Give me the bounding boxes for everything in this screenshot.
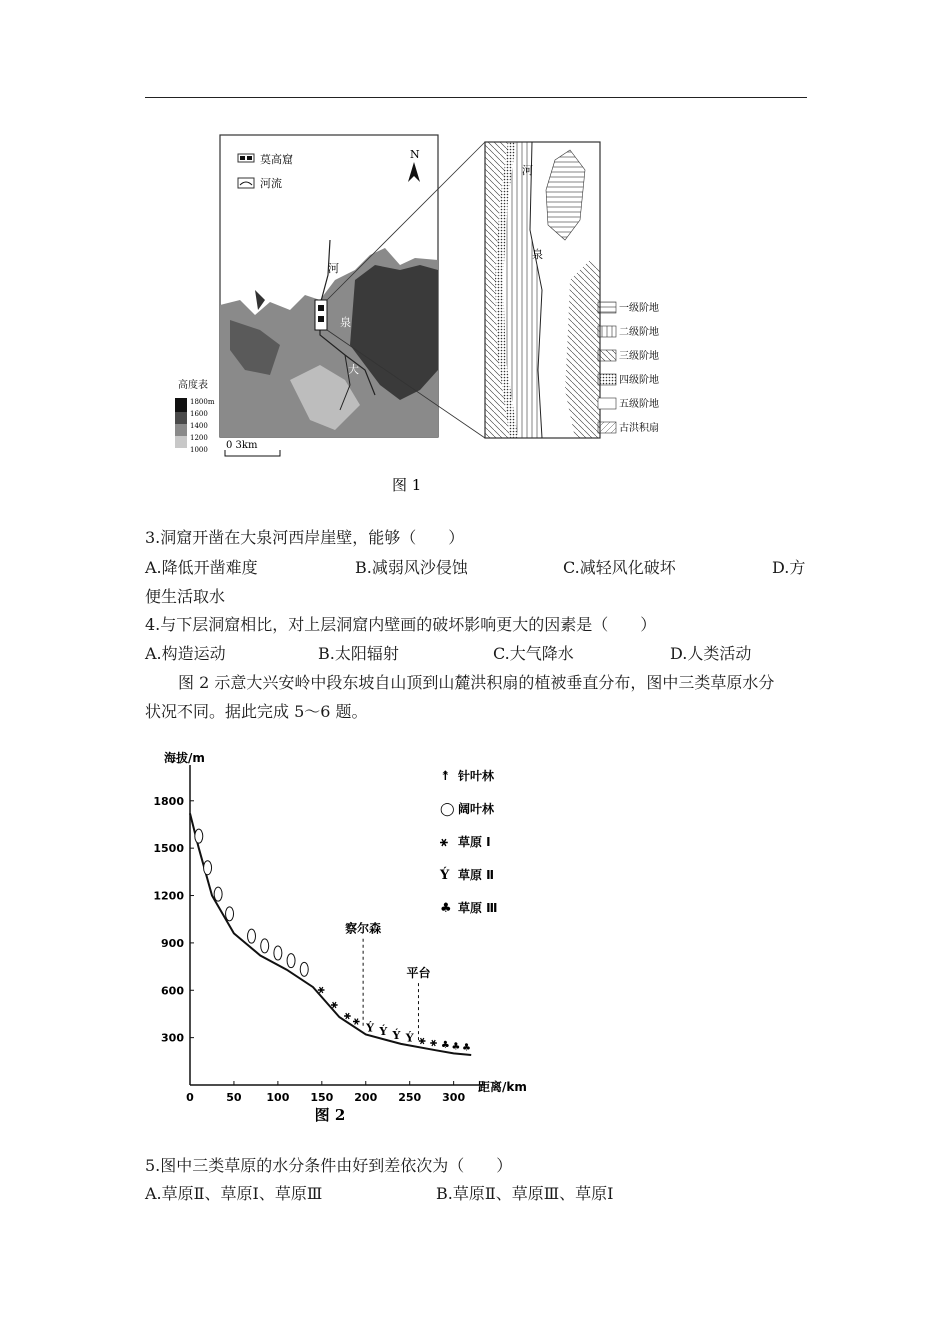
grassland-i-symbol: ⚹ xyxy=(418,1033,426,1047)
inset-label-he: 河 xyxy=(522,164,533,177)
legend-symbol-icon: Ý xyxy=(440,868,450,883)
y-tick-label: 600 xyxy=(161,984,184,998)
elev-tick: 1400 xyxy=(190,422,208,430)
elev-tick: 1800m xyxy=(190,398,215,406)
broadleaf-forest-symbol xyxy=(300,962,308,976)
q5-option-a[interactable]: A.草原Ⅱ、草原Ⅰ、草原Ⅲ xyxy=(145,1184,323,1203)
north-label: N xyxy=(410,148,420,161)
legend-entry: 针叶林 xyxy=(458,769,495,783)
terrace-legend-1: 一级阶地 xyxy=(619,303,659,314)
broadleaf-forest-symbol xyxy=(204,861,212,875)
q3-option-d[interactable]: D.方 xyxy=(772,558,806,577)
q5-option-b[interactable]: B.草原Ⅱ、草原Ⅲ、草原Ⅰ xyxy=(436,1184,614,1203)
legend-river-label: 河流 xyxy=(260,177,282,190)
broadleaf-forest-symbol xyxy=(248,929,256,943)
legend-entry: 草原 Ⅱ xyxy=(458,868,495,882)
y-axis-label: 海拔/m xyxy=(164,751,205,765)
x-tick-label: 50 xyxy=(226,1091,242,1104)
x-tick-label: 200 xyxy=(354,1091,378,1104)
grassland-i-symbol: ⚹ xyxy=(331,998,338,1012)
broadleaf-forest-symbol xyxy=(214,887,222,901)
q4-option-a[interactable]: A.构造运动 xyxy=(145,644,226,663)
terrace-legend-3: 三级阶地 xyxy=(619,351,659,362)
x-tick-label: 300 xyxy=(442,1091,466,1104)
x-tick-label: 250 xyxy=(398,1091,422,1104)
q4-option-c[interactable]: C.大气降水 xyxy=(493,644,574,663)
legend-symbol-icon: ◯ xyxy=(440,802,455,817)
scale-label: 0 3km xyxy=(226,440,258,451)
grassland-ii-symbol: Ý xyxy=(405,1031,414,1045)
legend-entry: 草原 Ⅲ xyxy=(458,901,498,915)
broadleaf-forest-symbol xyxy=(287,954,295,968)
annotation-label: 察尔森 xyxy=(345,921,382,936)
figure-2-caption: 图 2 xyxy=(314,1106,346,1124)
q5-stem: 5.图中三类草原的水分条件由好到差依次为（ ） xyxy=(145,1156,513,1175)
q3-option-c[interactable]: C.减轻风化破坏 xyxy=(563,558,676,577)
grassland-iii-symbol: ♣ xyxy=(451,1041,461,1053)
grassland-i-symbol: ⚹ xyxy=(430,1035,437,1049)
x-axis-label: 距离/km xyxy=(478,1080,527,1094)
x-tick-label: 0 xyxy=(186,1091,194,1104)
q3-option-d-cont: 便生活取水 xyxy=(145,587,226,606)
map-label-da: 大 xyxy=(348,363,359,376)
legend-entry: 草原 Ⅰ xyxy=(458,835,491,849)
terrace-legend-4: 四级阶地 xyxy=(619,375,659,386)
q4-stem: 4.与下层洞窟相比，对上层洞窟内壁画的破坏影响更大的因素是（ ） xyxy=(145,615,657,634)
grassland-ii-symbol: Ý xyxy=(366,1021,375,1035)
broadleaf-forest-symbol xyxy=(226,907,234,921)
legend-symbol-icon: ↟ xyxy=(440,769,451,784)
header-rule xyxy=(145,97,807,98)
terrain-profile-line xyxy=(190,813,471,1055)
grassland-ii-symbol: Ý xyxy=(392,1028,401,1042)
intro-line-2: 状况不同。据此完成 5～6 题。 xyxy=(145,702,368,721)
y-tick-label: 1500 xyxy=(153,842,184,856)
terrace-legend-2: 二级阶地 xyxy=(619,327,659,338)
legend-symbol-icon: ⚹ xyxy=(440,835,448,850)
broadleaf-forest-symbol xyxy=(274,946,282,960)
q3-stem: 3.洞窟开凿在大泉河西岸崖壁，能够（ ） xyxy=(145,528,465,547)
terrace-legend-6: 古洪积扇 xyxy=(619,423,659,434)
legend-entry: 阔叶林 xyxy=(458,802,495,816)
y-tick-label: 900 xyxy=(161,936,184,950)
x-tick-label: 150 xyxy=(310,1091,334,1104)
grassland-iii-symbol: ♣ xyxy=(440,1039,450,1051)
grassland-ii-symbol: Ý xyxy=(379,1025,388,1039)
figure-1-caption: 图 1 xyxy=(392,476,422,494)
q4-option-b[interactable]: B.太阳辐射 xyxy=(318,644,399,663)
grassland-i-symbol: ⚹ xyxy=(344,1008,351,1022)
elev-tick: 1000 xyxy=(190,446,208,454)
elev-tick: 1600 xyxy=(190,410,208,418)
broadleaf-forest-symbol xyxy=(195,829,203,843)
x-tick-label: 100 xyxy=(266,1091,290,1104)
y-tick-label: 300 xyxy=(161,1031,184,1045)
y-tick-label: 1200 xyxy=(153,889,184,903)
legend-symbol-icon: ♣ xyxy=(440,901,452,916)
y-tick-label: 1800 xyxy=(153,794,184,808)
q4-option-d[interactable]: D.人类活动 xyxy=(670,644,752,663)
grassland-iii-symbol: ♣ xyxy=(461,1042,471,1054)
grassland-i-symbol: ⚹ xyxy=(352,1014,360,1028)
elevation-title: 高度表 xyxy=(178,380,208,391)
figure-1-map xyxy=(170,130,670,500)
map-label-quan: 泉 xyxy=(340,316,351,329)
q3-option-b[interactable]: B.减弱风沙侵蚀 xyxy=(355,558,468,577)
broadleaf-forest-symbol xyxy=(261,939,269,953)
legend-cave-label: 莫高窟 xyxy=(260,153,293,166)
elev-tick: 1200 xyxy=(190,434,208,442)
annotation-label: 平台 xyxy=(406,966,431,981)
inset-label-quan: 泉 xyxy=(532,248,543,261)
terrace-legend-5: 五级阶地 xyxy=(619,399,659,410)
map-label-he: 河 xyxy=(328,262,339,275)
grassland-i-symbol: ⚹ xyxy=(317,983,325,997)
figure-2-chart xyxy=(150,740,550,1130)
q3-option-a[interactable]: A.降低开凿难度 xyxy=(145,558,258,577)
terrace-legend xyxy=(598,301,659,434)
intro-line-1: 图 2 示意大兴安岭中段东坡自山顶到山麓洪积扇的植被垂直分布，图中三类草原水分 xyxy=(178,673,775,692)
